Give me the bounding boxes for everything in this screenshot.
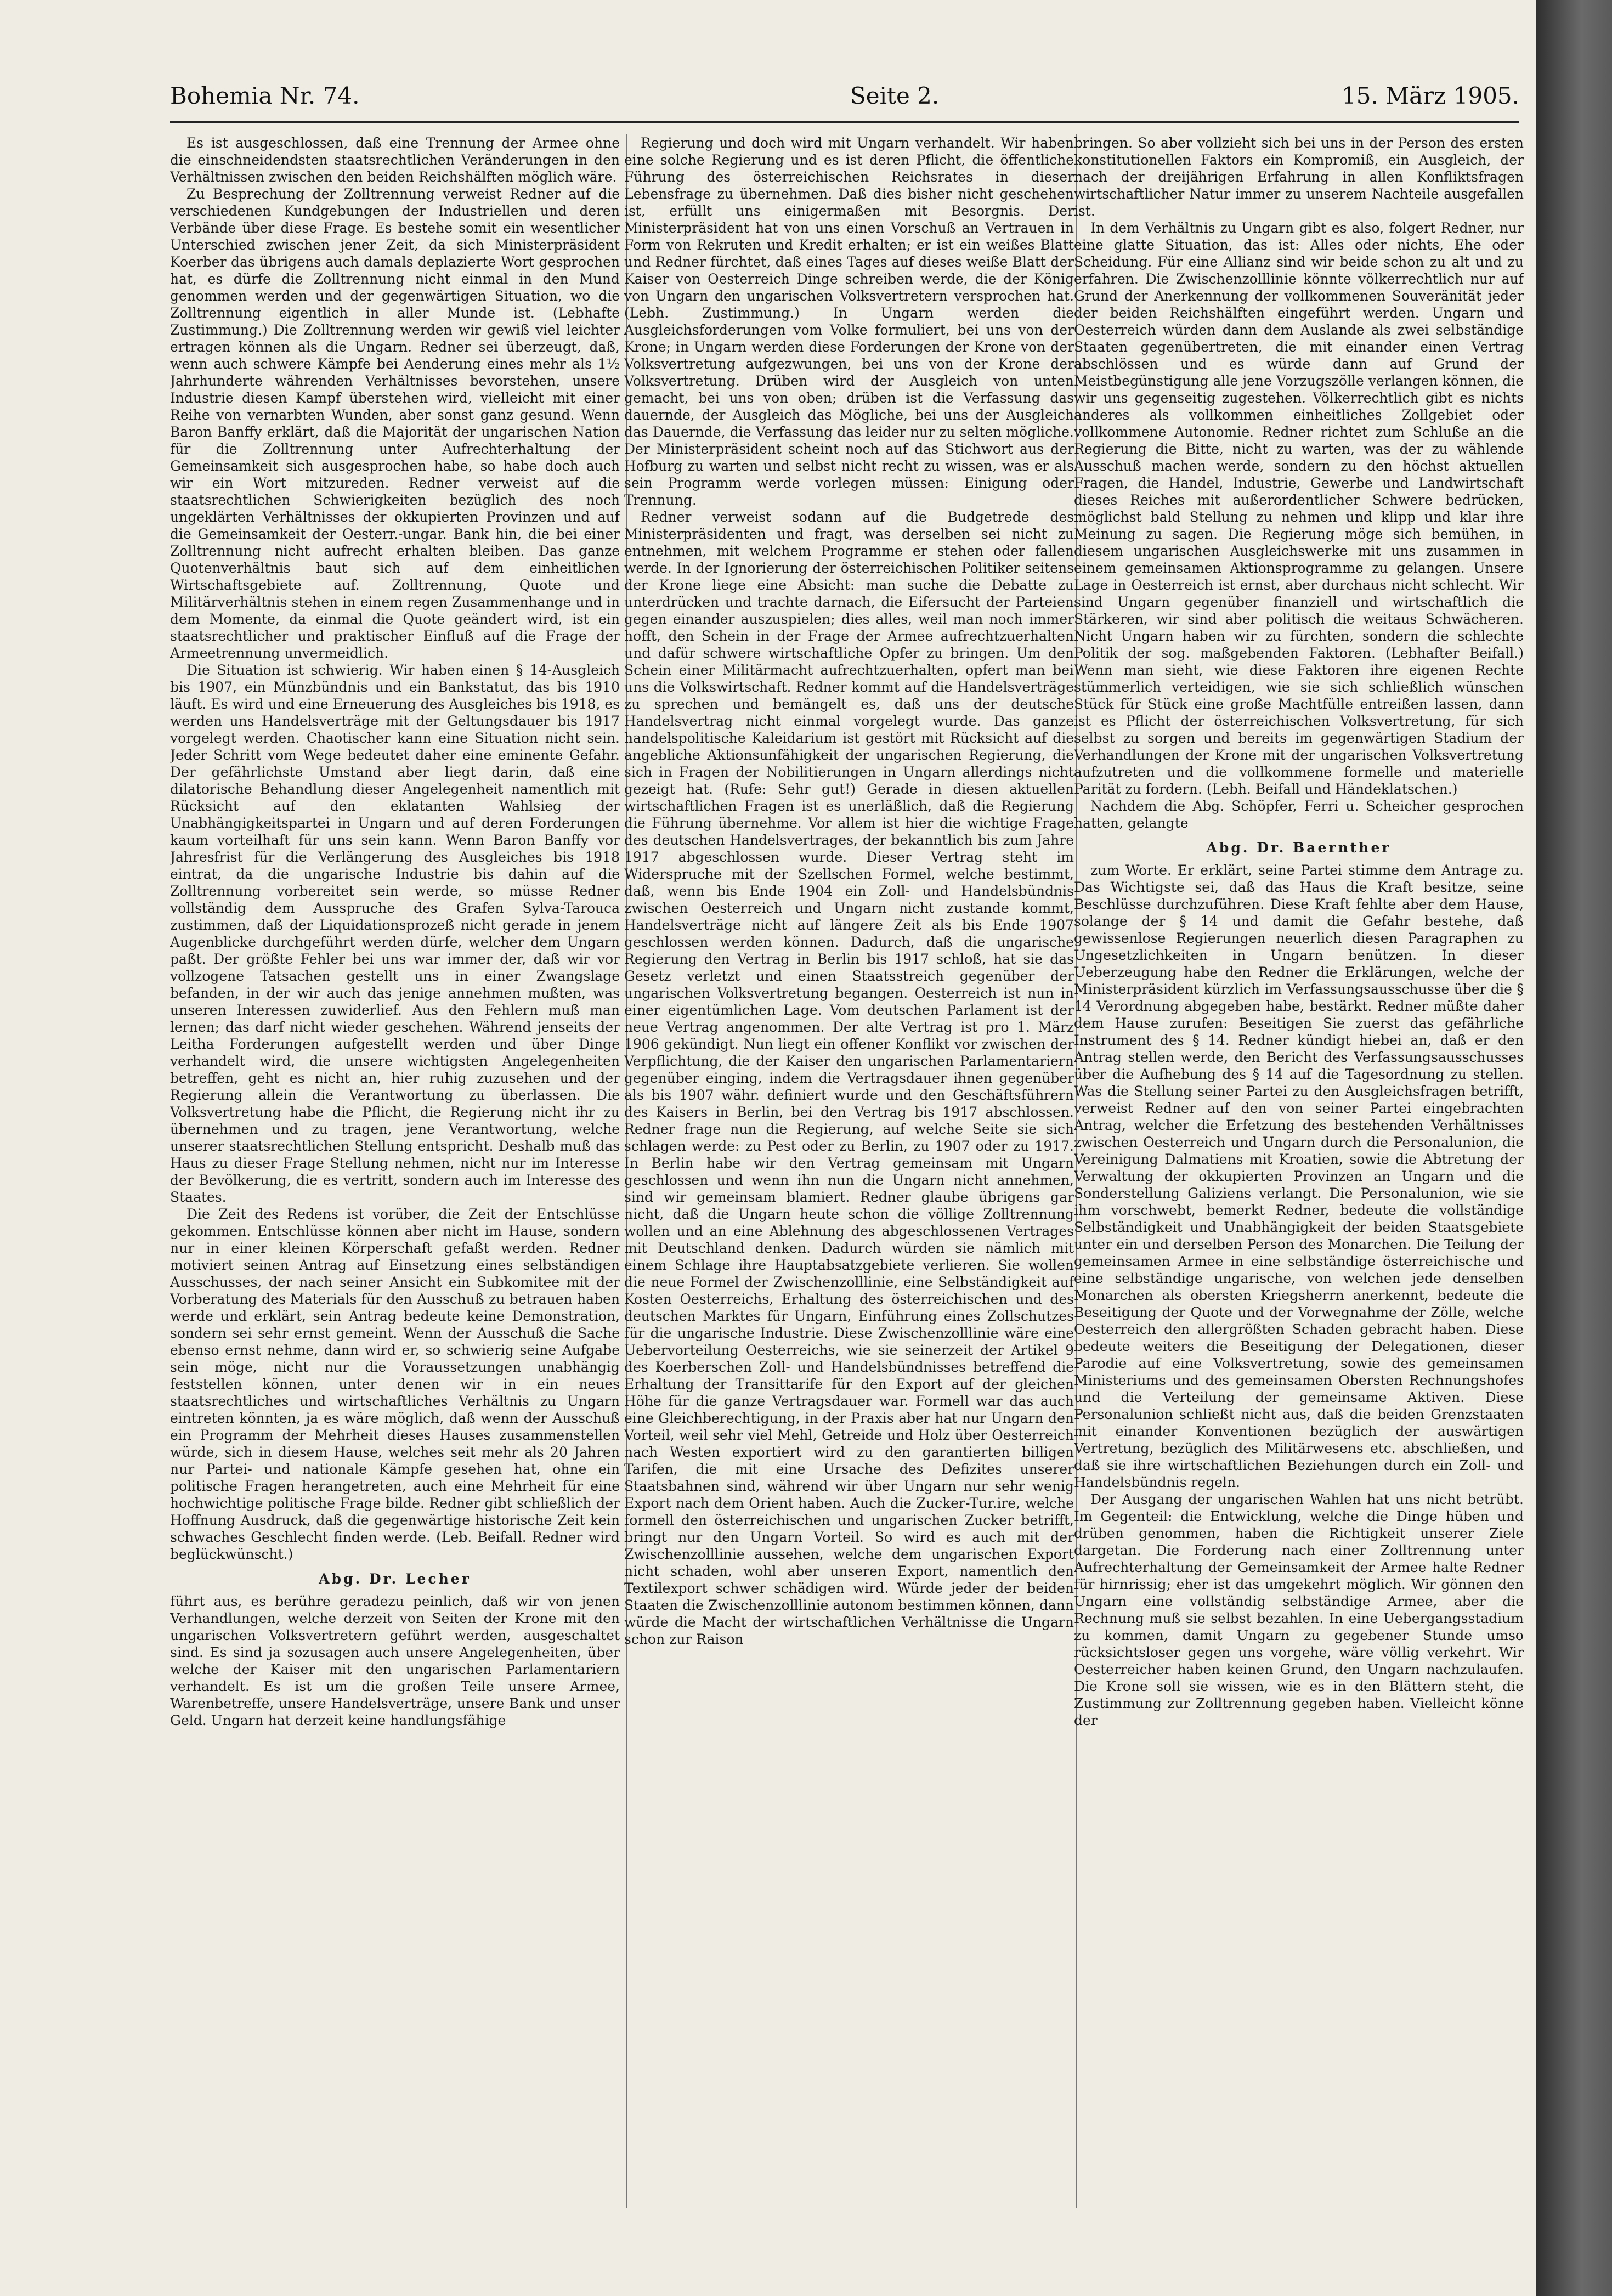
page-number: Seite 2.	[850, 82, 940, 109]
column-1	[170, 134, 620, 2208]
issue-date: 15. März 1905.	[1342, 82, 1519, 109]
speaker-heading: Abg. Dr. Baernther	[1206, 840, 1392, 856]
header-rule	[170, 121, 1519, 123]
article-paragraph: Redner verweist sodann auf die Budgetrede des Ministerpräsidenten und fragt, was derselben sei nicht zu entnehmen, mit welchem Programme er stehen oder fallen werde. In der Ignorierung der österreichischen Politiker seitens der Krone liege eine Absicht: man suche die Debatte zu unterdrücken und trachte darnach, die Eifersucht der Parteien gegen einander auszuspielen; dies alles, weil man noch immer hofft, den Schein in der Frage der Armee aufrechtzuerhalten und dafür schwere wirtschaftliche Opfer zu bringen. Um den Schein einer Militärmacht aufrechtzuerhalten, opfert man bei uns die Volkswirtschaft. Redner kommt auf die Handelsverträge zu sprechen und bemängelt es, daß uns der deutsche Handelsvertrag nicht einmal vorgelegt wurde. Das ganze handelspolitische Kaleidarium ist gestört mit Rücksicht auf die angebliche Aktionsunfähigkeit der ungarischen Regierung, die sich in Fragen der Nobilitierungen in Ungarn allerdings nicht gezeigt hat. (Rufe: Sehr gut!) Gerade in diesen aktuellen wirtschaftlichen Fragen ist es unerläßlich, daß die Regierung die Führung übernehme. Vor allem ist hier die wichtige Frage des deutschen Handelsvertrages, der bekanntlich bis zum Jahre 1917 abgeschlossen wurde. Dieser Vertrag steht im Widerspruche mit der Szellschen Formel, welche bestimmt, daß, wenn bis Ende 1904 ein Zoll- und Handelsbündnis zwischen Oesterreich und Ungarn nicht zustande kommt, Handelsverträge nicht auf längere Zeit als bis Ende 1907 geschlossen werden können. Dadurch, daß die ungarische Regierung den Vertrag in Berlin bis 1917 schloß, hat sie das Gesetz verletzt und einen Staatsstreich gegenüber der ungarischen Volksvertretung begangen. Oesterreich ist nun in einer eigentümlichen Lage. Vom deutschen Parlament ist der neue Vertrag angenommen. Der alte Vertrag ist pro 1. März 1906 gekündigt. Nun liegt ein offener Konflikt vor zwischen der Verpflichtung, die der Kaiser den ungarischen Parlamentariern gegenüber einging, indem die Vertragsdauer ihnen gegenüber als bis 1907 währ. definiert wurde und den Geschäftsführern des Kaisers in Berlin, bei den Vertrag bis 1917 abschlossen. Redner frage nun die Regierung, auf welche Seite sie sich schlagen werde: zu Pest oder zu Berlin, zu 1907 oder zu 1917. In Berlin habe wir den Vertrag gemeinsam mit Ungarn geschlossen und wenn ihn nun die Ungarn nicht annehmen, sind wir gemeinsam blamiert. Redner glaube übrigens gar nicht, daß die Ungarn heute schon die völlige Zolltrennung wollen und an eine Ablehnung des abgeschlossenen Vertrages mit Deutschland denken. Dadurch würden sie nämlich mit einem Schlage ihre Hauptabsatzgebiete verlieren. Sie wollen die neue Formel der Zwischenzolllinie, eine Selbständigkeit auf Kosten Oesterreichs, Erhaltung des österreichischen und des deutschen Marktes für Ungarn, Einführung eines Zollschutzes für die ungarische Industrie. Diese Zwischenzolllinie wäre eine Uebervorteilung Oesterreichs, wie sie seinerzeit der Artikel 9 des Koerberschen Zoll- und Handelsbündnisses betreffend die Erhaltung der Transittarife für den Export auf der gleichen Höhe für die ganze Vertragsdauer war. Formell war das auch eine Gleichberechtigung, in der Praxis aber hat nur Ungarn den Vorteil, weil sehr viel Mehl, Getreide und Holz über Oesterreich nach Westen exportiert wird zu den garantierten billigen Tarifen, die mit eine Ursache des Defizites unserer Staatsbahnen sind, während wir über Ungarn nur sehr wenig Export nach dem Orient haben. Auch die Zucker-Tur.ire, welche formell den österreichischen und ungarischen Zucker betrifft, bringt nur den Ungarn Vorteil. So wird es auch mit der Zwischenzolllinie aussehen, welche dem ungarischen Export nicht schaden, wohl aber unseren Export, namentlich den Textilexport schwer schädigen wird. Würde jeder der beiden Staaten die Zwischenzolllinie autonom bestimmen können, dann würde die Macht der wirtschaftlichen Verhältnisse die Ungarn schon zur Raison	[624, 509, 1074, 1647]
article-paragraph: Nachdem die Abg. Schöpfer, Ferri u. Scheicher gesprochen hatten, gelangte	[1074, 798, 1524, 831]
article-paragraph: In dem Verhältnis zu Ungarn gibt es also, folgert Redner, nur eine glatte Situation, das ist: Alles oder nichts, Ehe oder Scheidung. Für eine Allianz sind wir beide schon zu alt und zu erfahren. Die Zwischenzolllinie könnte völkerrechtlich nur auf Grund der Anerkennung der vollkommenen Souveränität jeder der beiden Reichshälften eingeführt werden. Ungarn und Oesterreich würden dann dem Auslande als zwei selbständige Staaten gegenübertreten, die mit einander einen Vertrag abschlössen und es würde dann auf Grund der Meistbegünstigung alle jene Vorzugszölle verlangen können, die wir uns gegenseitig zugestehen. Völkerrechtlich gibt es nichts anderes als vollkommen einheitliches Zollgebiet oder vollkommene Autonomie. Redner richtet zum Schluße an die Regierung die Bitte, nicht zu warten, was der zu wählende Ausschuß machen werde, sondern zu den höchst aktuellen Fragen, die Handel, Industrie, Gewerbe und Landwirtschaft dieses Reiches mit außerordentlicher Schwere bedrücken, möglichst bald Stellung zu nehmen und klipp und klar ihre Meinung zu sagen. Die Regierung möge sich bemühen, in diesem ungarischen Ausgleichswerke mit uns zusammen in einem gemeinsamen Aktionsprogramme zu gelangen. Unsere Lage in Oesterreich ist ernst, aber durchaus nicht schlecht. Wir sind Ungarn gegenüber finanziell und wirtschaftlich die Stärkeren, wir sind aber politisch die weitaus Schwächeren. Nicht Ungarn haben wir zu fürchten, sondern die schlechte Politik der sog. maßgebenden Faktoren. (Lebhafter Beifall.) Wenn man sieht, wie diese Faktoren ihre eigenen Rechte stümmerlich verteidigen, wie sie sich schließlich wünschen Stück für Stück eine große Machtfülle entreißen lassen, dann ist es Pflicht der österreichischen Volksvertretung, für sich selbst zu sorgen und bereits im gegenwärtigen Stadium der Verhandlungen der Krone mit der ungarischen Volksvertretung aufzutreten und die vollkommene formelle und materielle Parität zu fordern. (Lebh. Beifall und Händeklatschen.)	[1074, 220, 1524, 797]
masthead-title: Bohemia Nr. 74.	[170, 82, 360, 109]
article-paragraph: führt aus, es berühre geradezu peinlich, daß wir von jenen Verhandlungen, welche derzeit von Seiten der Krone mit den ungarischen Volksvertretern geführt werden, ausgeschaltet sind. Es sind ja sozusagen auch unsere Angelegenheiten, über welche der Kaiser mit den ungarischen Parlamentariern verhandelt. Es ist um die großen Teile unsere Armee, Warenbetreffe, unsere Handelsverträge, unsere Bank und unser Geld. Ungarn hat derzeit keine handlungsfähige	[170, 1593, 620, 1728]
column-3	[1074, 134, 1524, 2208]
speaker-heading: Abg. Dr. Lecher	[319, 1571, 471, 1587]
article-paragraph: Es ist ausgeschlossen, daß eine Trennung der Armee ohne die einschneidendsten staatsrechtlichen Veränderungen in den Verhältnissen zwischen den beiden Reichshälften möglich wäre.	[170, 135, 620, 185]
article-paragraph: bringen. So aber vollzieht sich bei uns in der Person des ersten konstitutionellen Faktors ein Kompromiß, ein Ausgleich, der nach der dreijährigen Erfahrung in allen Konfliktsfragen wirtschaftlicher Natur immer zu unserem Nachteile ausgefallen ist.	[1074, 135, 1524, 219]
page-header	[170, 82, 1519, 121]
article-paragraph: Regierung und doch wird mit Ungarn verhandelt. Wir haben eine solche Regierung und es ist deren Pflicht, die öffentliche Führung des österreichischen Reichsrates in dieser Lebensfrage zu übernehmen. Daß dies bisher nicht geschehen ist, erfüllt uns einigermaßen mit Besorgnis. Der Ministerpräsident hat von uns einen Vorschuß an Vertrauen in Form von Rekruten und Kredit erhalten; er ist ein weißes Blatt und Redner fürchtet, daß eines Tages auf dieses weiße Blatt der Kaiser von Oesterreich Dinge schreiben werde, die der König von Ungarn den ungarischen Volksvertretern versprochen hat. (Lebh. Zustimmung.) In Ungarn werden die Ausgleichsforderungen vom Volke formuliert, bei uns von der Krone; in Ungarn werden diese Forderungen der Krone von der Volksvertretung aufgezwungen, bei uns von der Krone der Volksvertretung. Drüben wird der Ausgleich von unten gemacht, bei uns von oben; drüben ist die Verfassung das dauernde, der Ausgleich das Mögliche, bei uns der Ausgleich das Dauernde, die Verfassung das leider nur zu selten mögliche. Der Ministerpräsident scheint noch auf das Stichwort aus der Hofburg zu warten und selbst nicht recht zu wissen, was er als sein Programm werde vorlegen müssen: Einigung oder Trennung.	[624, 135, 1074, 508]
article-paragraph: Die Situation ist schwierig. Wir haben einen § 14-Ausgleich bis 1907, ein Münzbündnis und ein Bankstatut, das bis 1910 läuft. Es wird und eine Erneuerung des Ausgleiches bis 1918, es werden uns Handelsverträge mit der Geltungsdauer bis 1917 vorgelegt werden. Chaotischer kann eine Situation nicht sein. Jeder Schritt vom Wege bedeutet daher eine eminente Gefahr. Der gefährlichste Umstand aber liegt darin, daß eine dilatorische Behandlung dieser Angelegenheit namentlich mit Rücksicht auf den eklatanten Wahlsieg der Unabhängigkeitspartei in Ungarn und auf deren Forderungen kaum vorteilhaft für uns sein kann. Wenn Baron Banffy vor Jahresfrist für die Verlängerung des Ausgleiches bis 1918 eintrat, da die ungarische Industrie bis dahin auf die Zolltrennung vorbereitet sein werde, so müsse Redner vollständig dem Ausspruche des Grafen Sylva-Tarouca zustimmen, daß der Liquidationsprozeß nicht gerade in jenem Augenblicke durchgeführt werden dürfe, welcher dem Ungarn paßt. Der größte Fehler bei uns war immer der, daß wir vor vollzogene Tatsachen gestellt uns in einer Zwangslage befanden, in der wir auch das jenige annehmen mußten, was unseren Interessen zuwiderlief. Aus den Fehlern muß man lernen; das darf nicht wieder geschehen. Während jenseits der Leitha Forderungen aufgestellt werden und über Dinge verhandelt wird, die unsere wichtigsten Angelegenheiten betreffen, geht es nicht an, hier ruhig zuzusehen und der Regierung allein die Verantwortung zu überlassen. Die Volksvertretung habe die Pflicht, die Regierung nicht ihr zu übernehmen und zu tragen, jene Verantwortung, welche unserer staatsrechtlichen Stellung entspricht. Deshalb muß das Haus zu dieser Frage Stellung nehmen, nicht nur im Interesse der Bevölkerung, die es vertritt, sondern auch im Interesse des Staates.	[170, 662, 620, 1205]
article-paragraph: zum Worte. Er erklärt, seine Partei stimme dem Antrage zu. Das Wichtigste sei, daß das Haus die Kraft besitze, seine Beschlüsse durchzuführen. Diese Kraft fehlte aber dem Hause, solange der § 14 und damit die Gefahr bestehe, daß gewissenlose Regierungen neuerlich diesen Paragraphen zu Ungesetzlichkeiten in Ungarn benützen. In dieser Ueberzeugung habe den Redner die Erklärungen, welche der Ministerpräsident kürzlich im Verfassungsausschusse über die § 14 Verordnung abgegeben habe, bestärkt. Redner müßte daher dem Hause zurufen: Beseitigen Sie zuerst das gefährliche Instrument des § 14. Redner kündigt hiebei an, daß er den Antrag stellen werde, den Bericht des Verfassungsausschusses über die Aufhebung des § 14 auf die Tagesordnung zu stellen. Was die Stellung seiner Partei zu den Ausgleichsfragen betrifft, verweist Redner auf den von seiner Partei eingebrachten Antrag, welcher die Erfetzung des bestehenden Verhältnisses zwischen Oesterreich und Ungarn durch die Personalunion, die Vereinigung Dalmatiens mit Kroatien, sowie die Abtretung der Verwaltung der okkupierten Provinzen an Ungarn und die Sonderstellung Galiziens verlangt. Die Personalunion, wie sie ihm vorschwebt, bemerkt Redner, bedeute die vollständige Selbständigkeit und Unabhängigkeit der beiden Staatsgebiete unter ein und derselben Person des Monarchen. Die Teilung der gemeinsamen Armee in eine selbständige österreichische und eine selbständige ungarische, von welchen jede denselben Monarchen als obersten Kriegsherrn anerkennt, bedeute die Beseitigung der Quote und der Vorwegnahme der Zölle, welche Oesterreich den allergrößten Schaden gebracht haben. Diese bedeute weiters die Beseitigung der Delegationen, dieser Parodie auf eine Volksvertretung, sowie des gemeinsamen Ministeriums und des gemeinsamen Obersten Rechnungshofes und die Verteilung der gemeinsame Aktiven. Diese Personalunion schließt nicht aus, daß die beiden Grenzstaaten mit einander Konventionen bezüglich der auswärtigen Vertretung, bezüglich des Militärwesens etc. abschließen, und daß sie ihre wirtschaftlichen Beziehungen durch ein Zoll- und Handelsbündnis regeln.	[1074, 862, 1524, 1490]
article-paragraph: Der Ausgang der ungarischen Wahlen hat uns nicht betrübt. Im Gegenteil: die Entwicklung, welche die Dinge hüben und drüben genommen, haben die Richtigkeit unserer Ziele dargetan. Die Forderung nach einer Zolltrennung unter Aufrechterhaltung der Gemeinsamkeit der Armee halte Redner für hirnrissig; eher ist das umgekehrt möglich. Wir gönnen den Ungarn eine vollständig selbständige Armee, aber die Rechnung muß sie selbst bezahlen. In eine Uebergangsstadium zu kommen, damit Ungarn zu gegebener Stunde umso rücksichtsloser gegen uns vorgehe, wäre völlig verkehrt. Wir Oesterreicher haben keinen Grund, den Ungarn nachzulaufen. Die Krone soll sie wissen, wie es in den Blättern steht, die Zustimmung zur Zolltrennung gegeben haben. Vielleicht könne der	[1074, 1491, 1524, 1728]
article-paragraph: Zu Besprechung der Zolltrennung verweist Redner auf die verschiedenen Kundgebungen der Industriellen und deren Verbände über diese Frage. Es bestehe somit ein wesentlicher Unterschied zwischen jener Zeit, da sich Ministerpräsident Koerber das übrigens auch damals deplazierte Wort gesprochen hat, es dürfe die Zolltrennung nicht einmal in den Mund genommen werden und der gegenwärtigen Situation, wo die Zolltrennung eigentlich in aller Munde ist. (Lebhafte Zustimmung.) Die Zolltrennung werden wir gewiß viel leichter ertragen können als die Ungarn. Redner sei überzeugt, daß, wenn auch schwere Kämpfe bei Aenderung eines mehr als 1½ Jahrhunderte währenden Verhältnisses bevorstehen, unsere Industrie diesen Kampf überstehen wird, vielleicht mit einer Reihe von vernarbten Wunden, aber sonst ganz gesund. Wenn Baron Banffy erklärt, daß die Majorität der ungarischen Nation für die Zolltrennung unter Aufrechterhaltung der Gemeinsamkeit sich ausgesprochen habe, so habe doch auch wir ein Wort mitzureden. Redner verweist auf die staatsrechtlichen Schwierigkeiten bezüglich des noch ungeklärten Verhältnisses der okkupierten Provinzen und auf die Gemeinsamkeit der Oesterr.-ungar. Bank hin, die bei einer Zolltrennung nicht aufrecht erhalten bleiben. Das ganze Quotenverhältnis baut sich auf dem einheitlichen Wirtschaftsgebiete auf. Zolltrennung, Quote und Militärverhältnis stehen in einem regen Zusammenhange und in dem Momente, da einmal die Quote geändert wird, ist ein staatsrechtlicher und praktischer Einfluß auf die Frage der Armeetrennung unvermeidlich.	[170, 186, 620, 661]
scanner-edge	[1536, 0, 1612, 2296]
article-paragraph: Die Zeit des Redens ist vorüber, die Zeit der Entschlüsse gekommen. Entschlüsse können aber nicht im Hause, sondern nur in einer kleinen Körperschaft gefaßt werden. Redner motiviert seinen Antrag auf Einsetzung eines selbständigen Ausschusses, der nach seiner Ansicht ein Subkomitee mit der Vorberatung des Materials für den Ausschuß zu betrauen haben werde und erklärt, sein Antrag bedeute keine Demonstration, sondern sei sehr ernst gemeint. Wenn der Ausschuß die Sache ebenso ernst nehme, dann wird er, so schwierig seine Aufgabe sein möge, nicht nur die Voraussetzungen unabhängig feststellen können, unter denen wir in ein neues staatsrechtliches und wirtschaftliches Verhältnis zu Ungarn eintreten könnten, ja es wäre möglich, daß wenn der Ausschuß ein Programm der Mehrheit dieses Hauses zusammenstellen würde, sich in diesem Hause, welches seit mehr als 20 Jahren nur Partei- und nationale Kämpfe gesehen hat, ohne ein politische Fragen herangetreten, auch eine Mehrheit für eine hochwichtige politische Frage bilde. Redner gibt schließlich der Hoffnung Ausdruck, daß die gegenwärtige historische Zeit kein schwaches Geschlecht finden werde. (Leb. Beifall. Redner wird beglückwünscht.)	[170, 1206, 620, 1562]
column-2	[624, 134, 1074, 2208]
